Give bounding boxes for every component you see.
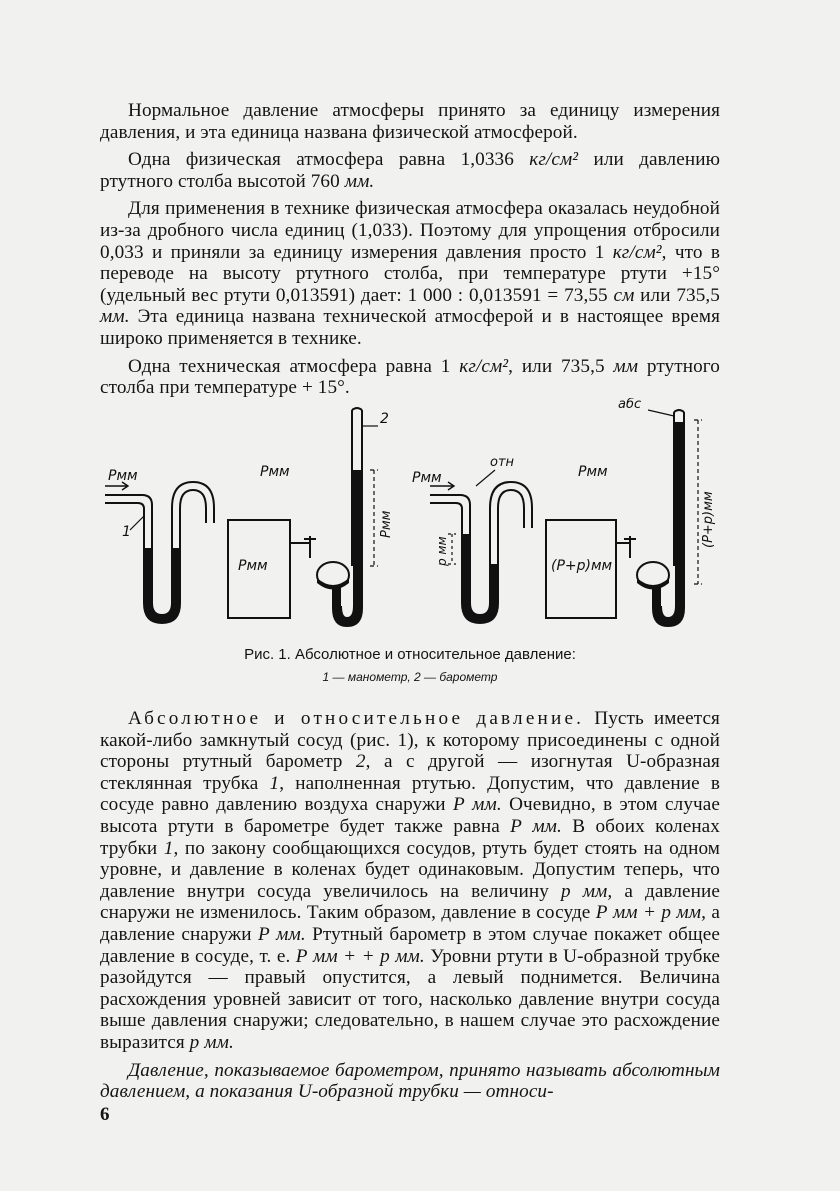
page-number: 6 <box>100 1104 110 1125</box>
right-label-p-side: р мм <box>435 536 449 566</box>
left-barometer-top <box>352 408 362 410</box>
left-label-pmm-inlet: Рмм <box>108 468 138 484</box>
left-valve <box>304 536 316 543</box>
left-leader-1 <box>130 516 144 530</box>
right-label-pmm-top: Рмм <box>578 464 608 480</box>
left-u-mercury <box>144 548 180 623</box>
right-barometer-mercury <box>674 422 684 566</box>
paragraph-normal-pressure: Нормальное давление атмосферы принято за единицу измерения давления, и эта единица названа физической атмосферой. <box>100 100 720 143</box>
left-label-pmm-top: Рмм <box>260 464 290 480</box>
left-label-2: 2 <box>380 411 389 427</box>
left-bulb-mercury <box>317 578 349 590</box>
right-label-pp-side: (Р+р)мм <box>701 491 716 548</box>
right-inlet-tube <box>430 495 470 528</box>
left-barometer-inner <box>341 566 354 618</box>
right-small-dimension <box>448 534 456 564</box>
right-label-pmm-inlet: Рмм <box>412 470 442 486</box>
paragraph-definition: Давление, показываемое барометром, принято называть абсолютным давлением, а показания U-образной трубки — относи- <box>100 1059 720 1103</box>
right-label-abs: абс <box>618 398 642 412</box>
top-text <box>100 100 720 399</box>
right-bulb-mercury <box>637 578 669 590</box>
right-leader-abs <box>648 410 674 416</box>
paragraph-technical-atm: Одна техническая атмосфера равна 1 кг/см², или 735,5 мм ртутного столба при температуре + 15°. <box>100 355 720 399</box>
right-leader-otn <box>476 470 495 486</box>
figure-legend: 1 — манометр, 2 — барометр <box>322 670 498 684</box>
paragraph-technical-intro: Для применения в технике физическая атмосфера оказалась неудобной из-за дробного числа единиц (1,033). Поэтому для упрощения отбросили 0,033 и приняли за единицу измерения давления просто 1 кг/см², что в переводе на высоту ртутного столба, при температуре ртути +15° (удельный вес ртути 0,013591) дает: 1 000 : 0,013591 = 73,55 см или 735,5 мм. Эта единица названа технической атмосферой и в настоящее время широко применяется в технике. <box>100 198 720 349</box>
section-absolute-relative <box>100 708 720 1103</box>
figure-pressure-diagram <box>100 398 720 643</box>
right-valve <box>624 536 636 543</box>
diagram-svg <box>100 398 720 643</box>
right-inlet-tube-inner <box>430 503 462 528</box>
left-barometer-mercury <box>352 470 362 566</box>
right-label-otn: отн <box>490 455 515 470</box>
paragraph-physical-atm: Одна физическая атмосфера равна 1,0336 кг/см² или давлению ртутного столба высотой 760 мм. <box>100 149 720 192</box>
right-label-vessel: (Р+р)мм <box>551 558 613 574</box>
right-connector <box>616 543 630 558</box>
right-barometer-top <box>674 410 684 412</box>
left-label-pmm-vessel: Рмм <box>238 558 268 574</box>
paragraph-absolute-relative: Абсолютное и относительное давление. Пусть имеется какой-либо замкнутый сосуд (рис. 1), к которому присоединены с одной стороны ртутный барометр 2, а с другой — изогнутая U-образная стеклянная трубка 1, наполненная ртутью. Допустим, что давление в сосуде равно давлению воздуха снаружи Р мм. Очевидно, в этом случае высота ртути в барометре будет также равна Р мм. В обоих коленах трубки 1, по закону сообщающихся сосудов, ртуть будет стоять на одном уровне, и давление в коленах будет одинаковым. Допустим теперь, что давление внутри сосуда увеличилось на величину р мм, а давление снаружи не изменилось. Таким образом, давление в сосуде Р мм + р мм, а давление снаружи Р мм. Ртутный барометр в этом случае покажет общее давление в сосуде, т. е. Р мм + + р мм. Уровни ртути в U-образной трубке разойдутся — правый опустится, а левый поднимется. Величина расхождения уровней зависит от того, насколько давление внутри сосуда выше давления снаружи; следовательно, в нашем случае это расхождение выразится р мм. <box>100 708 721 1053</box>
section-heading: Абсолютное и относительное давление. <box>128 708 585 729</box>
right-mercury <box>462 422 684 626</box>
left-connector <box>290 543 310 558</box>
figure-caption: Рис. 1. Абсолютное и относительное давление: <box>244 646 576 663</box>
left-mercury <box>144 470 362 626</box>
left-label-1: 1 <box>122 524 131 540</box>
left-label-pmm-side: Рмм <box>379 510 394 538</box>
left-dimension-line <box>370 470 378 566</box>
right-u-mercury <box>462 534 498 623</box>
